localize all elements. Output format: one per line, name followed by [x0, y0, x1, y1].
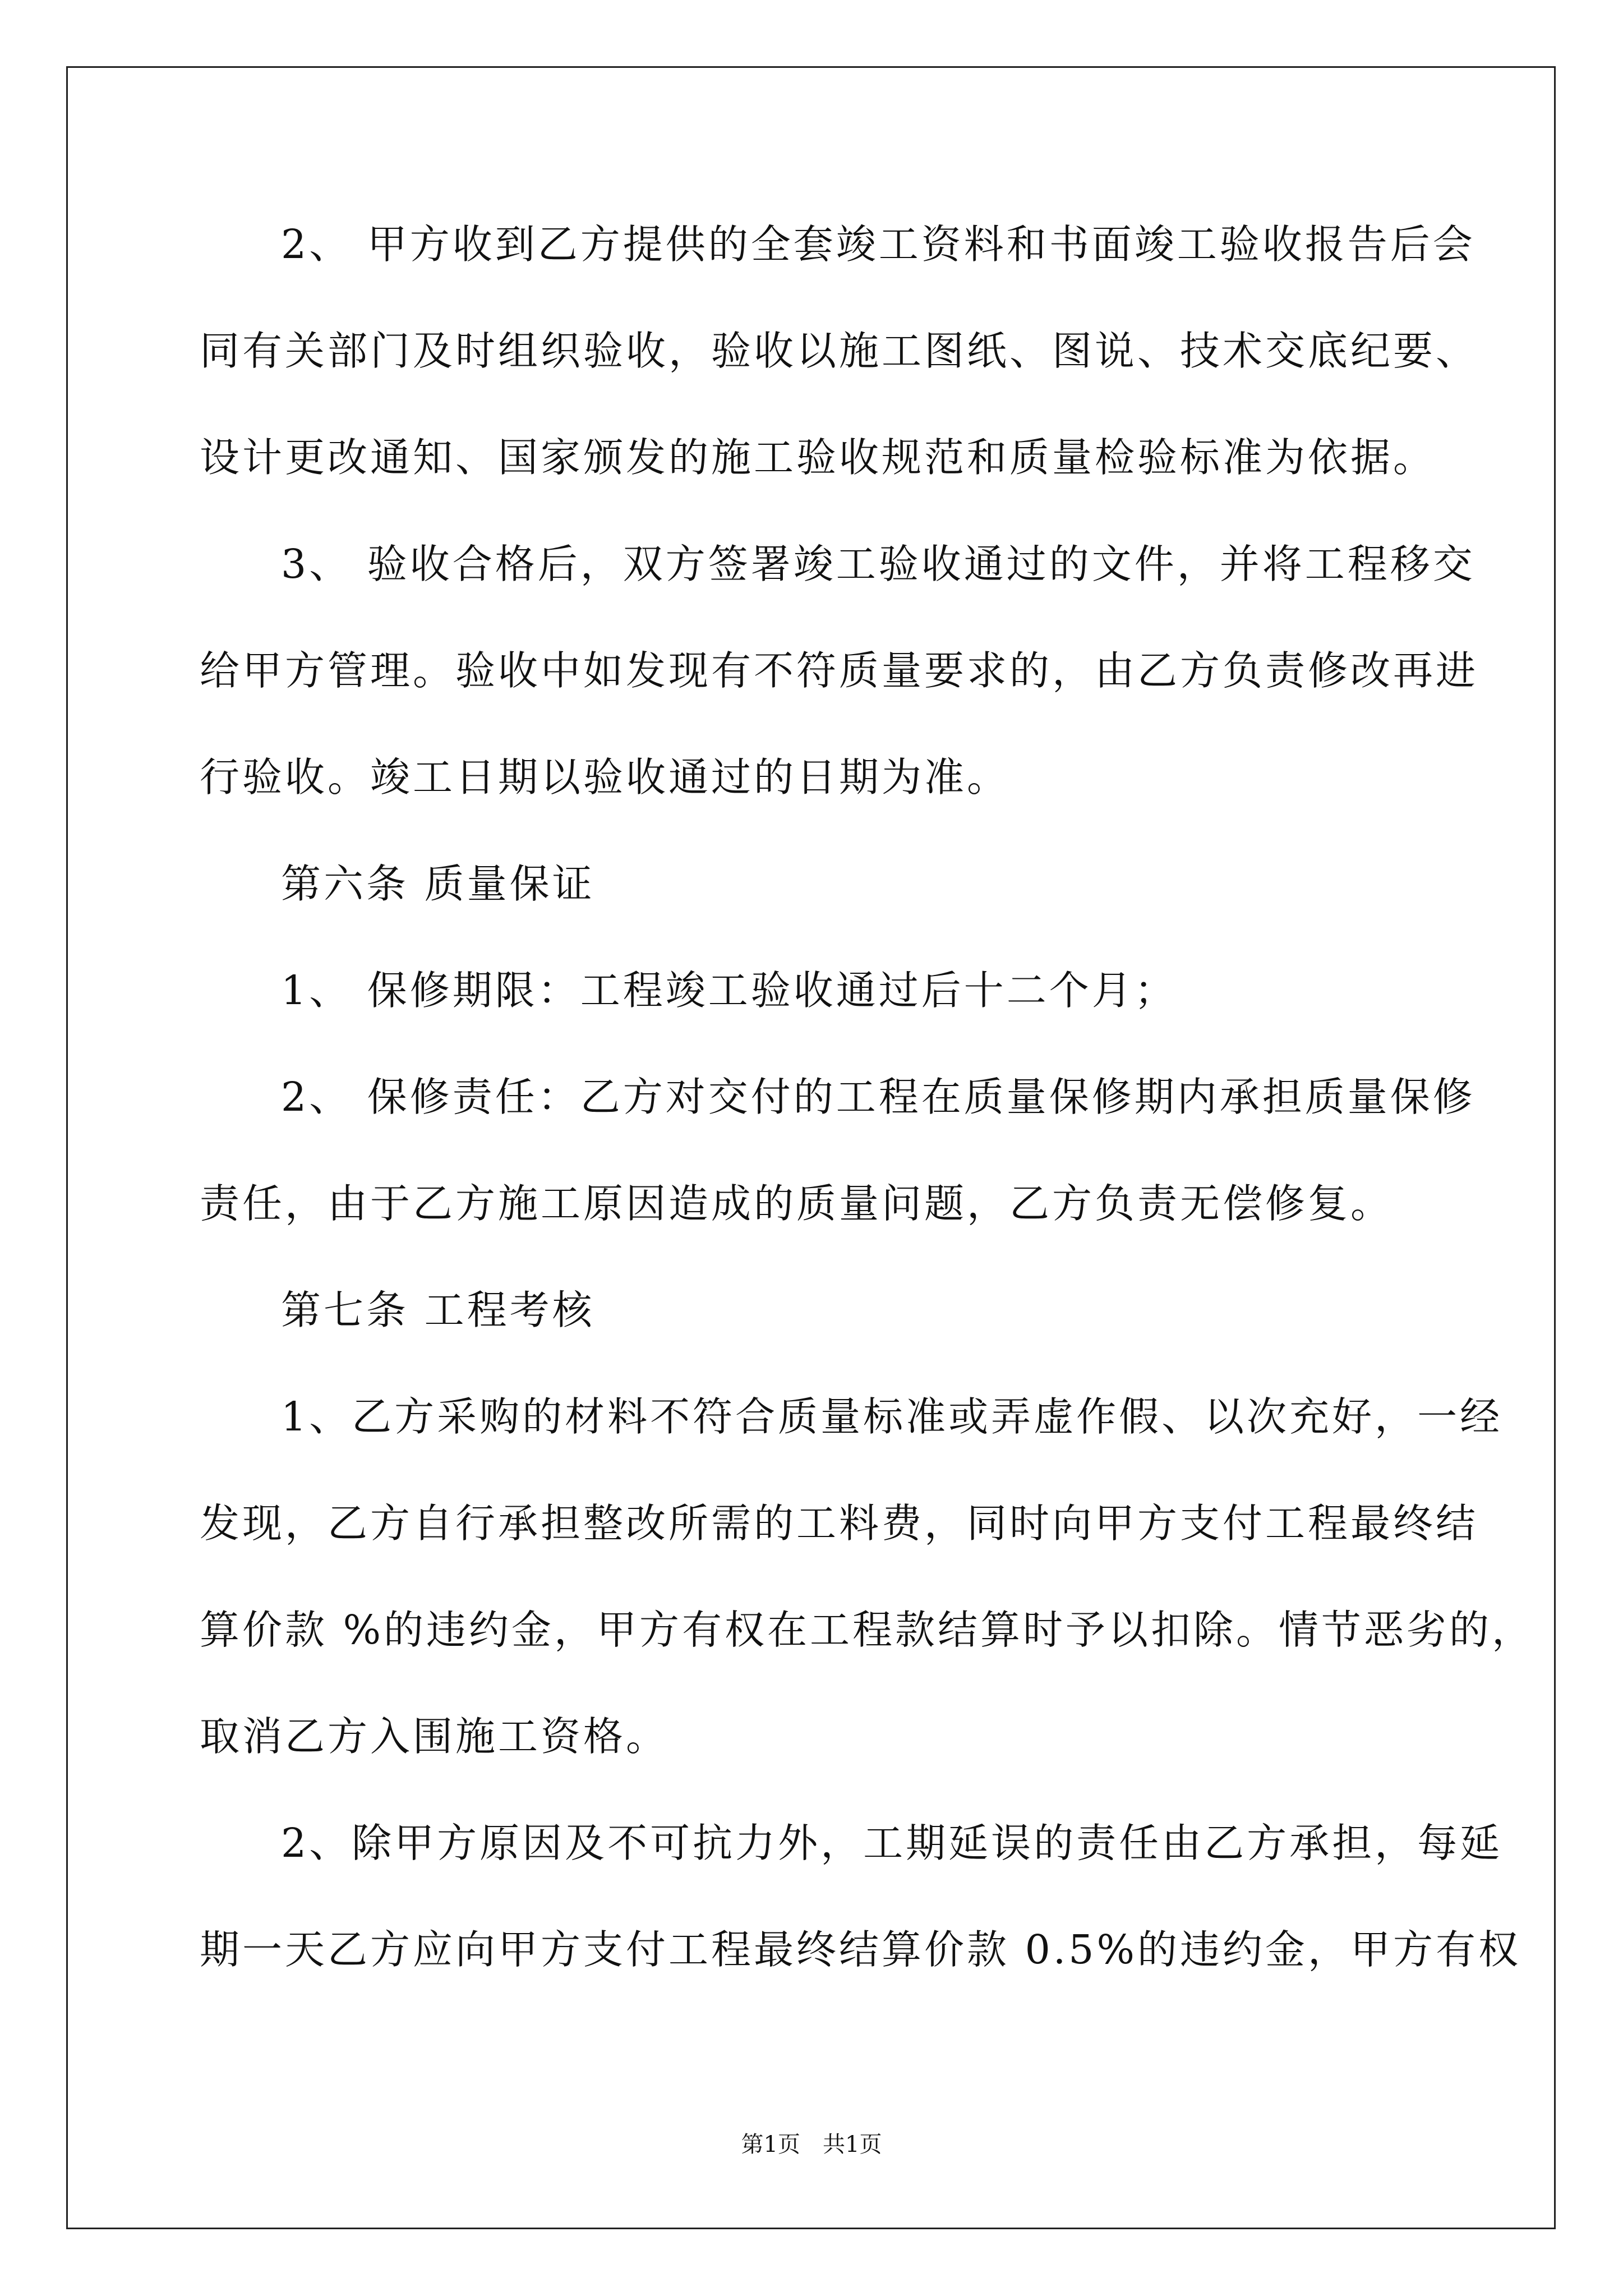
- assessment-1-line-2: 发现，乙方自行承担整改所需的工料费，同时向甲方支付工程最终结: [200, 1500, 1479, 1547]
- warranty-term-item: 1、 保修期限：工程竣工验收通过后十二个月；: [281, 967, 1177, 1014]
- paragraph-3-line-2: 给甲方管理。验收中如发现有不符质量要求的，由乙方负责修改再进: [200, 647, 1479, 694]
- page-footer: 第1页 共1页: [741, 2132, 882, 2157]
- paragraph-2-line-3: 设计更改通知、国家颁发的施工验收规范和质量检验标准为依据。: [200, 434, 1436, 481]
- page-border: [66, 66, 1556, 2229]
- assessment-1-line-4: 取消乙方入围施工资格。: [200, 1713, 669, 1760]
- assessment-2-line-1: 2、除甲方原因及不可抗力外，工期延误的责任由乙方承担，每延: [281, 1820, 1503, 1866]
- warranty-responsibility-line-1: 2、 保修责任：乙方对交付的工程在质量保修期内承担质量保修: [281, 1074, 1476, 1120]
- paragraph-2-line-2: 同有关部门及时组织验收，验收以施工图纸、图说、技术交底纪要、: [200, 328, 1479, 374]
- paragraph-3-line-1: 3、 验收合格后，双方签署竣工验收通过的文件，并将工程移交: [281, 541, 1476, 587]
- section-6-heading: 第六条 质量保证: [281, 861, 595, 907]
- paragraph-3-line-3: 行验收。竣工日期以验收通过的日期为准。: [200, 754, 1010, 800]
- warranty-responsibility-line-2: 责任，由于乙方施工原因造成的质量问题，乙方负责无偿修复。: [200, 1180, 1394, 1227]
- assessment-1-line-3: 算价款 %的违约金，甲方有权在工程款结算时予以扣除。情节恶劣的，: [200, 1607, 1535, 1653]
- assessment-1-line-1: 1、乙方采购的材料不符合质量标准或弄虚作假、以次充好，一经: [281, 1393, 1503, 1440]
- section-7-heading: 第七条 工程考核: [281, 1287, 595, 1333]
- paragraph-2-line-1: 2、 甲方收到乙方提供的全套竣工资料和书面竣工验收报告后会: [281, 221, 1476, 268]
- assessment-2-line-2: 期一天乙方应向甲方支付工程最终结算价款 0.5%的违约金，甲方有权: [200, 1926, 1521, 1973]
